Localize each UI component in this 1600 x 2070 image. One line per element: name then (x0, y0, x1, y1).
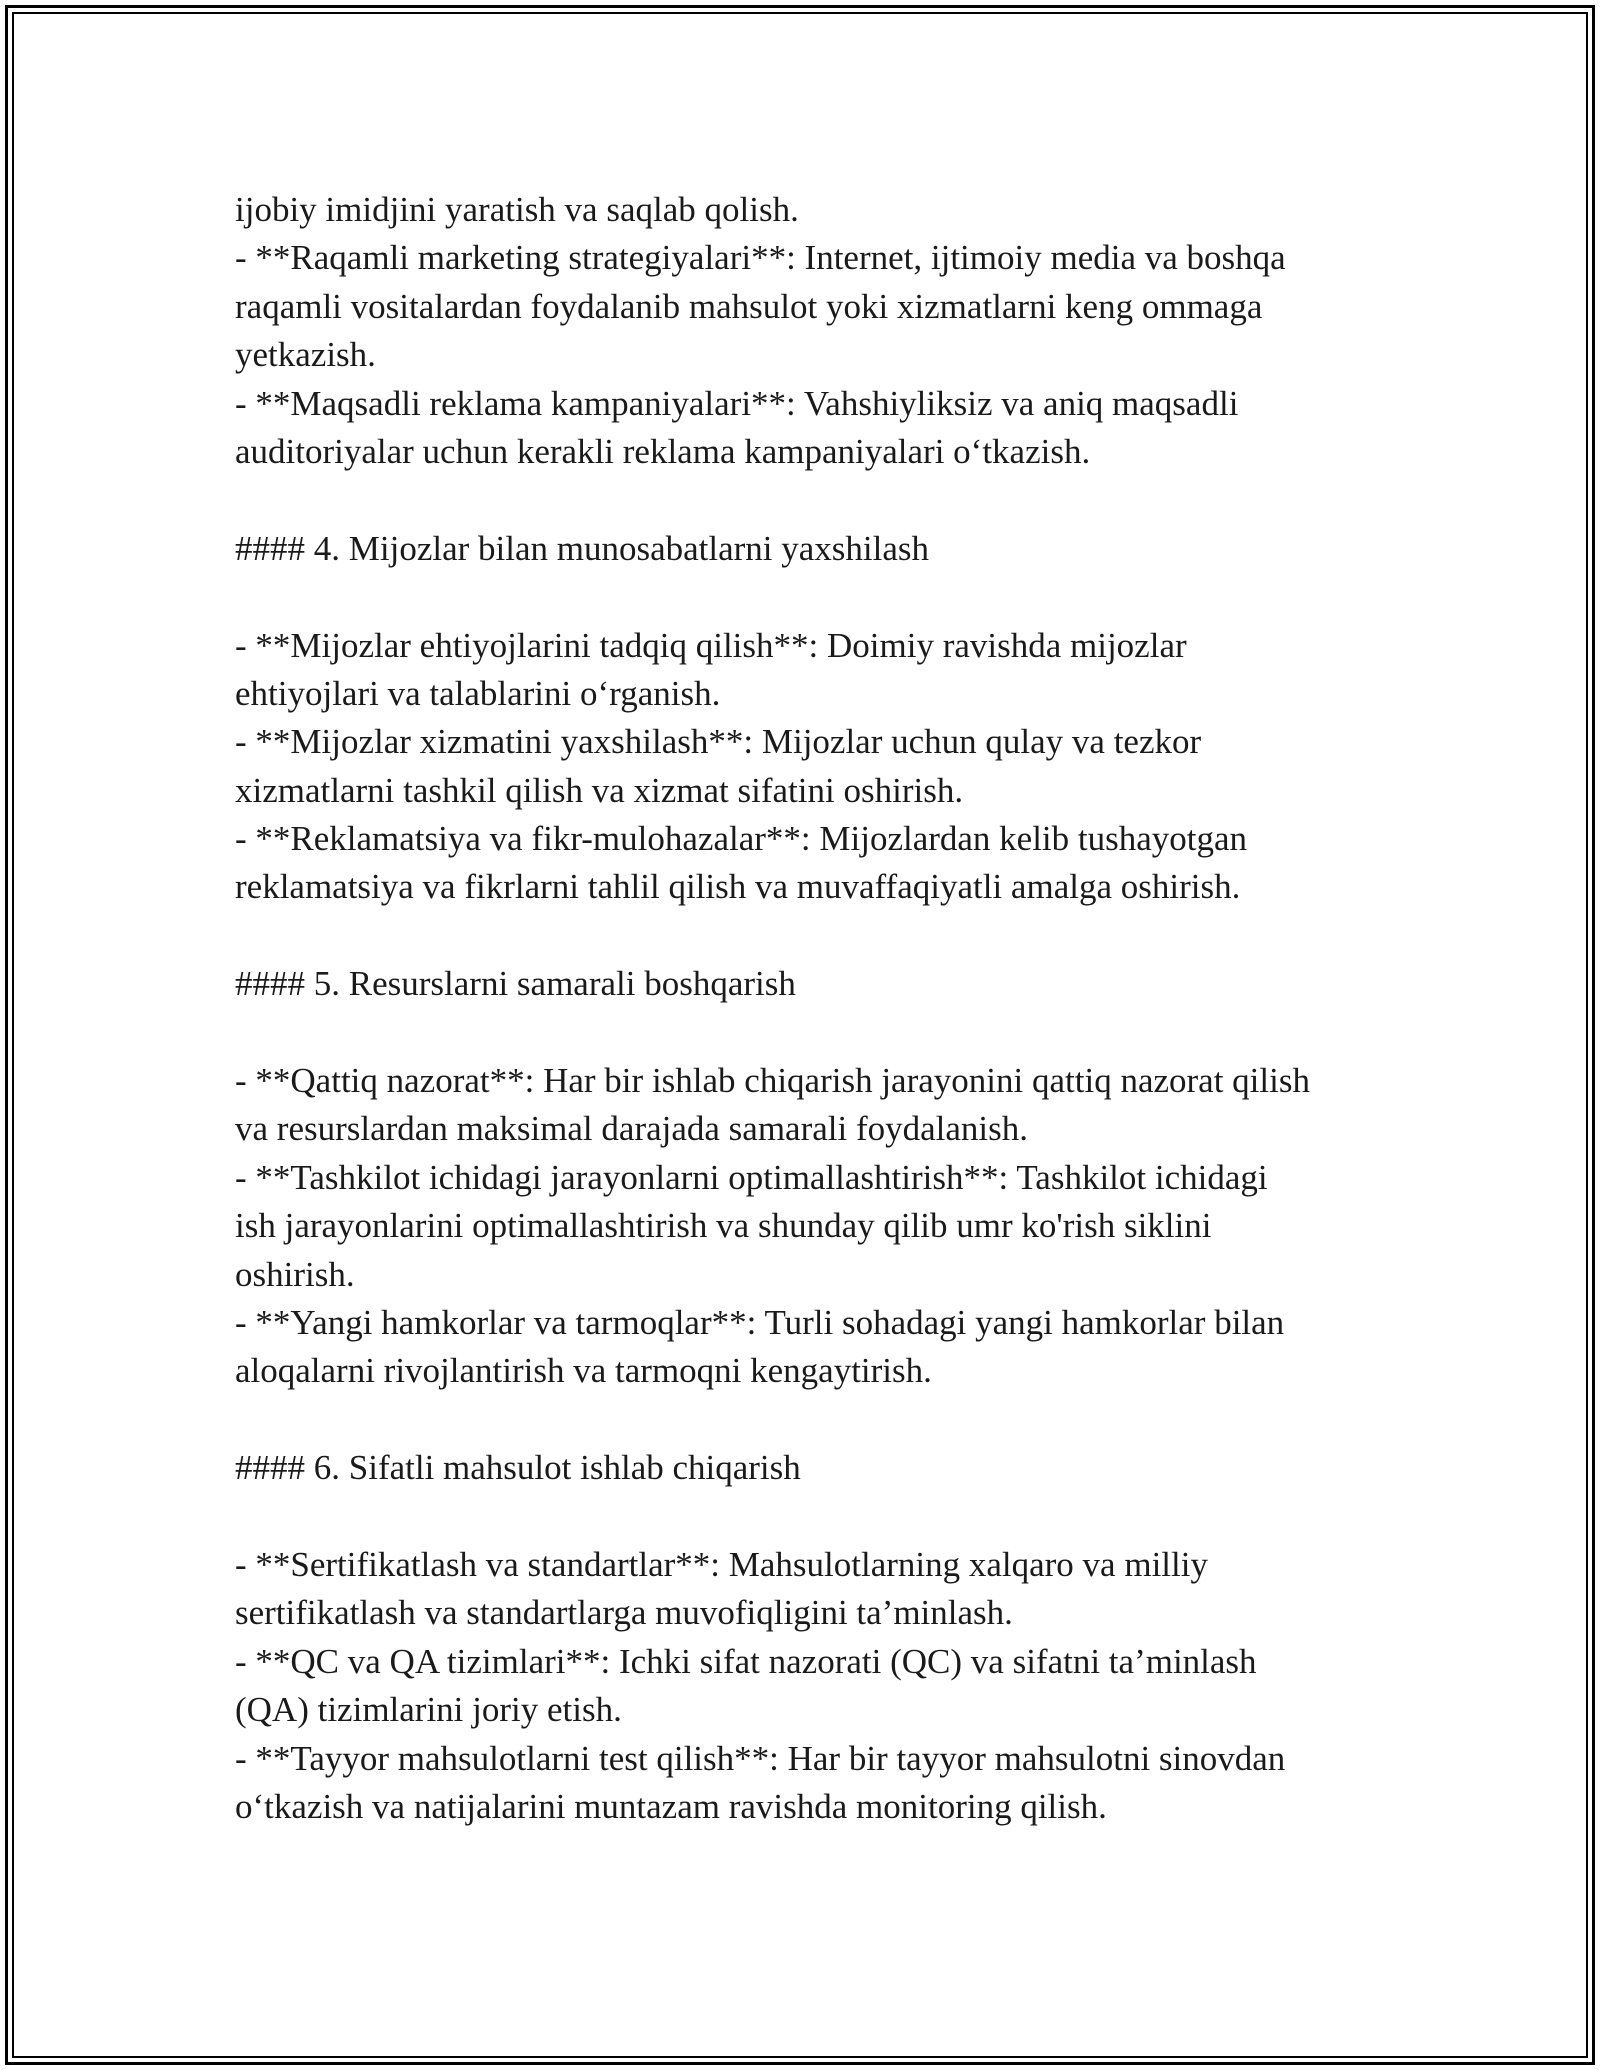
list-item-line: - **QC va QA tizimlari**: Ichki sifat nazorati (QC) va sifatni ta’minlash (235, 1641, 1257, 1681)
list-item-line: - **Qattiq nazorat**: Har bir ishlab chiqarish jarayonini qattiq nazorat qilish (235, 1061, 1310, 1101)
text-line: auditoriyalar uchun kerakli reklama kampaniyalari o‘tkazish. (235, 431, 1091, 471)
blank-line (235, 912, 1395, 960)
blank-line (235, 573, 1395, 621)
blank-line (235, 1493, 1395, 1541)
text-line: ijobiy imidjini yaratish va saqlab qolish. (235, 190, 799, 229)
list-item-line: - **Raqamli marketing strategiyalari**: Internet, ijtimoiy media va boshqa (235, 238, 1286, 278)
list-item-line: - **Yangi hamkorlar va tarmoqlar**: Turli sohadagi yangi hamkorlar bilan (235, 1302, 1285, 1342)
list-item-line: - **Tayyor mahsulotlarni test qilish**: Har bir tayyor mahsulotni sinovdan (235, 1738, 1286, 1778)
blank-line (235, 1396, 1395, 1444)
document-body (235, 186, 1395, 1831)
text-line: va resurslardan maksimal darajada samarali foydalanish. (235, 1109, 1029, 1149)
text-line: oshirish. (235, 1254, 355, 1294)
section-heading: #### 5. Resurslarni samarali boshqarish (235, 964, 796, 1004)
list-item-line: - **Mijozlar ehtiyojlarini tadqiq qilish**: Doimiy ravishda mijozlar (235, 625, 1187, 665)
list-item-line: - **Maqsadli reklama kampaniyalari**: Vahshiyliksiz va aniq maqsadli (235, 383, 1239, 423)
text-line: reklamatsiya va fikrlarni tahlil qilish va muvaffaqiyatli amalga oshirish. (235, 867, 1241, 907)
blank-line (235, 1009, 1395, 1057)
list-item-line: - **Reklamatsiya va fikr-mulohazalar**: Mijozlardan kelib tushayotgan (235, 819, 1248, 859)
text-line: xizmatlarni tashkil qilish va xizmat sifatini oshirish. (235, 770, 964, 810)
text-line: ehtiyojlari va talablarini o‘rganish. (235, 673, 721, 713)
list-item-line: - **Sertifikatlash va standartlar**: Mahsulotlarning xalqaro va milliy (235, 1544, 1208, 1584)
text-line: raqamli vositalardan foydalanib mahsulot yoki xizmatlarni keng ommaga (235, 286, 1263, 326)
section-heading: #### 6. Sifatli mahsulot ishlab chiqarish (235, 1448, 801, 1488)
list-item-line: - **Mijozlar xizmatini yaxshilash**: Mijozlar uchun qulay va tezkor (235, 722, 1202, 762)
text-line: ish jarayonlarini optimallashtirish va shunday qilib umr ko'rish siklini (235, 1206, 1212, 1246)
text-line: aloqalarni rivojlantirish va tarmoqni kengaytirish. (235, 1351, 932, 1391)
text-line: yetkazish. (235, 335, 376, 375)
text-line: sertifikatlash va standartlarga muvofiqligini ta’minlash. (235, 1593, 1013, 1633)
list-item-line: - **Tashkilot ichidagi jarayonlarni optimallashtirish**: Tashkilot ichidagi (235, 1157, 1268, 1197)
section-heading: #### 4. Mijozlar bilan munosabatlarni yaxshilash (235, 528, 930, 568)
text-line: o‘tkazish va natijalarini muntazam ravishda monitoring qilish. (235, 1786, 1107, 1826)
blank-line (235, 476, 1395, 524)
text-line: (QA) tizimlarini joriy etish. (235, 1690, 622, 1730)
